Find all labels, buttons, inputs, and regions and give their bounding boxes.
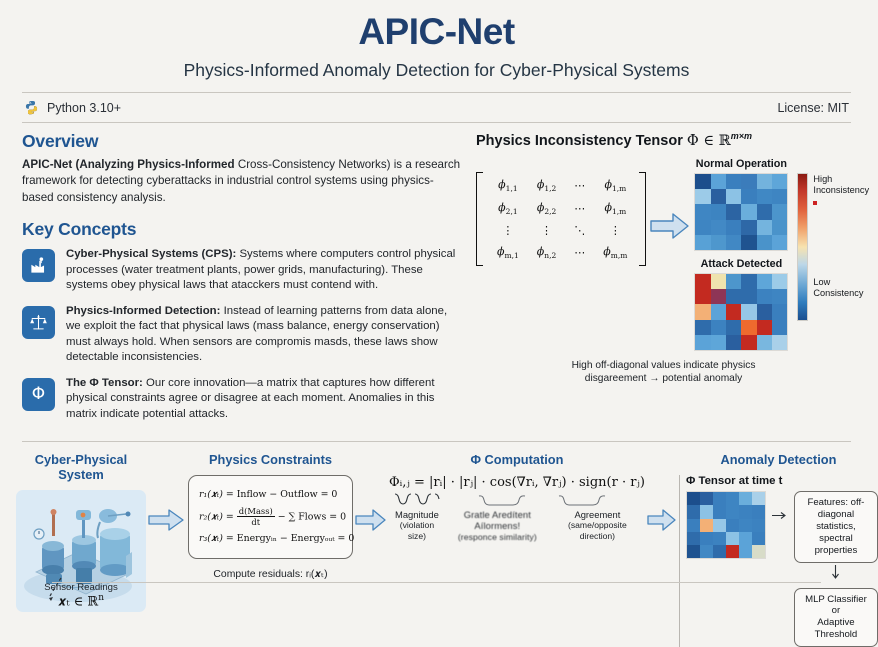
constraint-equation-1: r₁(𝒙ₜ) = Inflow − Outflow = 0 <box>199 489 338 501</box>
detection-left-rule <box>679 475 680 647</box>
heatmap-cell <box>687 519 700 532</box>
tensor-title-math: Φ ∈ ℝ <box>686 132 731 149</box>
matrix-right-bracket <box>639 172 646 267</box>
heatmap-normal <box>694 173 788 251</box>
heatmap-cell <box>711 235 726 250</box>
concept-body-cps: Systems where computers control physical processes (water treatment plants, power grids, manufacturing). These systems obey physical laws that atacckers must contend with. <box>66 248 456 292</box>
heatmap-cell <box>695 204 710 219</box>
heatmap-cell <box>772 204 787 219</box>
stage-heading-constraints: Physics Constraints <box>208 452 333 468</box>
heatmap-cell <box>726 304 741 319</box>
colorbar-marker-dot <box>813 201 817 205</box>
concept-item-detection <box>22 304 462 366</box>
heatmap-cell <box>695 289 710 304</box>
concept-title-detection: Physics-Informed Detection: <box>66 304 221 317</box>
heatmap-cell <box>741 320 756 335</box>
phi-matrix <box>476 172 646 267</box>
heatmap-cell <box>741 174 756 189</box>
heatmap-cell <box>711 304 726 319</box>
heatmap-cell <box>757 235 772 250</box>
phi-term-gradient-alignment: Gratle Aredítent Aílormens! (responce similarity) <box>457 509 537 542</box>
heatmap-cell <box>772 289 787 304</box>
left-column <box>22 131 462 432</box>
colorbar-low-label: Low Consistency <box>813 277 864 299</box>
heatmap-cell <box>757 335 772 350</box>
concept-text-cps <box>66 247 462 294</box>
balance-scales-icon <box>22 306 55 339</box>
heatmap-cell <box>713 492 726 505</box>
heatmap-cell <box>752 505 765 518</box>
heatmap-cell <box>741 235 756 250</box>
heatmap-cell <box>726 335 741 350</box>
heatmap-cell <box>772 320 787 335</box>
colorbar-group <box>797 173 870 321</box>
heatmap-cell <box>726 545 739 558</box>
stage-heading-anomaly: Anomaly Detection <box>720 452 837 468</box>
heatmap-cell <box>687 505 700 518</box>
heatmap-label-attack: Attack Detected <box>700 257 783 270</box>
concept-text-detection <box>66 304 462 366</box>
heatmap-cell <box>713 505 726 518</box>
concept-text-phi <box>66 376 462 423</box>
heatmap-cell <box>772 189 787 204</box>
phi-formula: Φᵢ,ⱼ = |rᵢ| · |rⱼ| · cos(∇rᵢ, ∇rⱼ) · sign(r · rⱼ) <box>389 475 645 491</box>
heatmap-cell <box>700 545 713 558</box>
heatmap-cell <box>726 220 741 235</box>
heatmap-cell <box>752 532 765 545</box>
features-card: Features: off- diagonal statistics, spectral properties <box>794 491 878 562</box>
right-column <box>476 131 870 432</box>
concept-item-phi <box>22 376 462 423</box>
heatmap-cell <box>711 189 726 204</box>
phi-symbol-icon: Φ <box>22 378 55 411</box>
matrix-row: $\phi_{1,1}$ $\phi_{1,2}$ ⋯ $\phi_{1,m}$ <box>498 177 627 194</box>
heatmap-cell <box>726 189 741 204</box>
heatmap-cell <box>726 274 741 289</box>
heatmap-cell <box>741 189 756 204</box>
heatmap-cell <box>695 220 710 235</box>
heatmap-cell <box>757 189 772 204</box>
heatmap-cell <box>726 235 741 250</box>
heatmap-label-normal: Normal Operation <box>695 157 787 170</box>
heatmap-cell <box>695 335 710 350</box>
heatmap-cell <box>739 545 752 558</box>
heatmap-cell <box>700 519 713 532</box>
heatmap-caption: High off-diagonal values indicate physics disgareement → potential anomaly <box>571 359 756 385</box>
heatmap-cell <box>741 289 756 304</box>
heatmap-cell <box>772 174 787 189</box>
constraint-equation-2: r₂(𝒙ₜ) = d(Mass) dt − ∑ Flows = 0 <box>199 505 347 528</box>
heatmap-cell <box>757 204 772 219</box>
heatmap-cell <box>700 532 713 545</box>
key-concepts-heading: Key Concepts <box>22 219 137 240</box>
tensor-panel-title <box>476 131 851 149</box>
heatmap-cell <box>741 274 756 289</box>
heatmap-cell <box>700 505 713 518</box>
arrow-tensor-to-features <box>772 491 788 525</box>
heatmap-cell <box>695 320 710 335</box>
heatmap-cell <box>711 274 726 289</box>
colorbar-gradient <box>797 173 808 321</box>
page-title: APIC-Net <box>358 11 515 52</box>
heatmap-cell <box>713 519 726 532</box>
tensor-title-text: Physics Inconsistency Tensor <box>476 132 683 149</box>
arrow-phi-to-detection <box>647 452 677 533</box>
arrow-constraints-to-phi <box>355 452 387 533</box>
physics-constraints-box <box>188 475 353 559</box>
heatmap-cell <box>752 545 765 558</box>
matrix-to-heatmap-arrow <box>649 211 691 246</box>
pipeline-stage-anomaly-detection <box>679 452 878 647</box>
tensor-visual-row <box>476 156 870 351</box>
arrow-cps-to-constraints <box>148 452 186 533</box>
python-logo-icon <box>24 100 39 115</box>
heatmap-cell <box>757 320 772 335</box>
overview-text-rest: Cross-Consistency Networks) is a research framework for detecting cyberattacks in industrial control systems using physics-based consistency analysis. <box>22 158 461 204</box>
heatmap-cell <box>741 304 756 319</box>
brace-decorations <box>391 492 643 509</box>
heatmap-cell <box>741 204 756 219</box>
concept-title-cps: Cyber-Physical Systems (CPS): <box>66 248 237 261</box>
concept-body-detection: Instead of learning patterns from data alone, we exploit the fact that physical laws (mass balance, energy conservation) must always hold. When sensors are compromis masds, these laws show detectable inconsistencies. <box>66 304 448 364</box>
sensor-readings-math: 𝒙ₜ ∈ ℝ$^n$ <box>57 593 105 610</box>
compute-residuals-label: Compute residuals: rᵢ(𝒙ₜ) <box>213 568 328 580</box>
heatmap-cell <box>752 492 765 505</box>
heatmap-cell <box>695 274 710 289</box>
heatmap-cell <box>695 304 710 319</box>
heatmap-cell <box>726 505 739 518</box>
heatmap-cell <box>741 335 756 350</box>
colorbar-high-label: High Inconsistency <box>813 174 869 205</box>
matrix-row: ⋮ ⋮ ⋱ ⋮ <box>502 224 621 238</box>
heatmap-cell <box>726 320 741 335</box>
stage-heading-phi: Φ Computation <box>470 452 564 468</box>
heatmap-cell <box>772 220 787 235</box>
heatmap-cell <box>739 532 752 545</box>
concept-body-phi: Our core innovation—a matrix that captures how different physical constraints agree or disagree at each moment. Anomalies in this matrix indicate potential attacks. <box>66 376 435 420</box>
heatmap-cell <box>739 505 752 518</box>
heatmap-cell <box>695 235 710 250</box>
stage-heading-cps: Cyber-Physical System <box>34 452 128 483</box>
matrix-row: $\phi_{2,1}$ $\phi_{2,2}$ ⋯ $\phi_{1,m}$ <box>498 201 627 217</box>
footer-divider <box>52 582 821 583</box>
heatmap-cell <box>757 174 772 189</box>
heatmap-cell <box>757 304 772 319</box>
heatmap-cell <box>687 545 700 558</box>
pipeline-stage-phi-computation <box>389 452 645 542</box>
overview-text-bold: APIC-Net (Analyzing Physics-Informed <box>22 158 235 172</box>
heatmap-cell <box>695 174 710 189</box>
python-badge <box>24 100 121 115</box>
concept-item-cps <box>22 247 462 294</box>
heatmap-cell <box>687 532 700 545</box>
mass-derivative-fraction: d(Mass) dt <box>238 505 273 528</box>
phi-term-labels <box>391 509 643 542</box>
overview-text <box>22 157 462 206</box>
classifier-card: MLP Classifier or Adaptive Threshold <box>794 588 878 647</box>
heatmap-cell <box>711 204 726 219</box>
phi-tensor-time-label: Φ Tensor at time t <box>685 475 783 488</box>
phi-term-agreement: Agreement (same/opposite direction) <box>567 509 627 541</box>
heatmap-attack <box>694 273 788 351</box>
heatmap-cell <box>772 335 787 350</box>
page-subtitle: Physics-Informed Anomaly Detection for Cyber-Physical Systems <box>183 59 690 80</box>
badge-bar <box>22 93 851 122</box>
python-badge-label: Python 3.10+ <box>47 100 122 115</box>
factory-icon <box>22 249 55 282</box>
heatmap-cell <box>757 220 772 235</box>
heatmap-cell <box>687 492 700 505</box>
heatmaps-group <box>694 158 788 351</box>
heatmap-cell <box>711 320 726 335</box>
heatmap-cell <box>700 492 713 505</box>
constraint-equation-3: r₃(𝒙ₜ) = Energyᵢₙ − Energyₒᵤₜ = 0 <box>199 532 355 544</box>
pipeline-section <box>0 442 873 647</box>
heatmap-cell <box>726 532 739 545</box>
heatmap-cell <box>752 519 765 532</box>
heatmap-cell <box>713 532 726 545</box>
heatmap-cell <box>695 189 710 204</box>
heatmap-cell <box>772 274 787 289</box>
license-badge: License: MIT <box>777 100 849 115</box>
heatmap-cell <box>711 174 726 189</box>
heatmap-cell <box>711 220 726 235</box>
sensor-readings-label: Sensor Readings <box>44 582 118 594</box>
heatmap-cell <box>726 492 739 505</box>
poster-header <box>0 0 873 80</box>
matrix-left-bracket <box>476 172 483 267</box>
heatmap-cell <box>741 220 756 235</box>
heatmap-cell <box>713 545 726 558</box>
heatmap-cell <box>726 519 739 532</box>
heatmap-cell <box>726 289 741 304</box>
matrix-row: $\phi_{m,1}$ $\phi_{n,2}$ ⋯ $\phi_{m,m}$ <box>497 245 628 261</box>
heatmap-cell <box>757 274 772 289</box>
heatmap-cell <box>772 304 787 319</box>
heatmap-cell <box>739 492 752 505</box>
pipeline-stage-cps <box>16 452 146 609</box>
heatmap-cell <box>711 335 726 350</box>
concept-title-phi: The Φ Tensor: <box>66 376 143 389</box>
tensor-title-sup: m×m <box>730 131 753 142</box>
heatmap-phi-tensor-time <box>686 491 766 559</box>
phi-term-magnitude: Magnitude (violation size) <box>395 509 439 541</box>
overview-heading: Overview <box>22 131 99 152</box>
main-columns <box>0 123 873 432</box>
heatmap-cell <box>739 519 752 532</box>
pipeline-stage-constraints <box>188 452 353 581</box>
heatmap-cell <box>772 235 787 250</box>
heatmap-cell <box>711 289 726 304</box>
heatmap-cell <box>726 174 741 189</box>
heatmap-cell <box>757 289 772 304</box>
heatmap-cell <box>726 204 741 219</box>
